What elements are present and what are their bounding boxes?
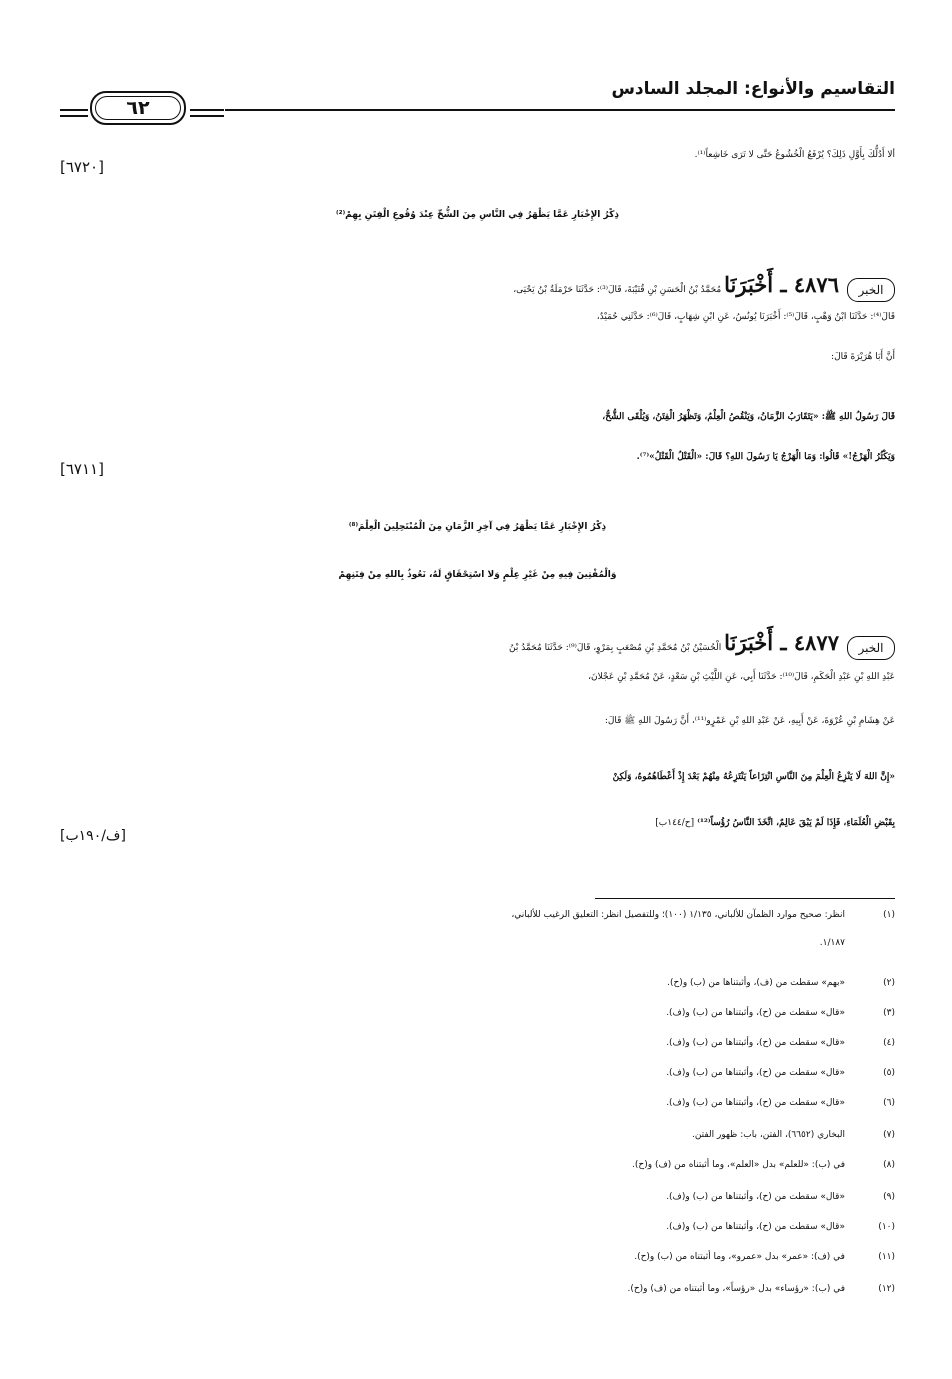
running-title: التقاسيم والأنواع: المجلد السادس	[611, 79, 895, 99]
footnote-separator	[595, 898, 895, 899]
footnote-text: «بهم» سقطت من (ف)، وأثبتناها من (ب) و(ح).	[667, 978, 845, 988]
matn-line: قَالَ رَسُولُ اللهِ ﷺ: «يَتَقَارَبُ الزَّمَانُ، وَيَنْقُصُ الْعِلْمُ، وَتَظْهَرُ الْفِتَنُ، وَيُلْقَى الشُّحُّ،	[602, 412, 895, 422]
footnote-text: في (ب): «رؤساء» بدل «رؤساً»، وما أثبتناه من (ف) و(ح).	[627, 1284, 845, 1294]
hadith-number: ٤٨٧٦ ـ أَخْبَرَنَا	[724, 272, 839, 297]
footnote	[60, 1038, 895, 1048]
footnote	[60, 1192, 895, 1202]
page-number: ٦٢	[90, 91, 186, 125]
matn-text: بِقَبْضِ الْعُلَمَاءِ، فَإِذَا لَمْ يَبْقَ عَالِمٌ، اتَّخَذَ النَّاسُ رُؤُساً⁽¹²⁾	[697, 818, 895, 828]
isnad-line: عَبْدِ اللهِ بْنِ عَبْدِ الْحَكَمِ، قَالَ⁽¹⁰⁾: حَدَّثَنَا أَبِي، عَنِ اللَّيْثِ بْنِ سَعْدٍ، عَنْ مُحَمَّدِ بْنِ عَجْلانَ،	[588, 672, 895, 682]
hadith-number: ٤٨٧٧ ـ أَخْبَرَنَا	[724, 630, 839, 655]
page-number-frame	[60, 91, 225, 127]
header-double-rule	[60, 115, 88, 117]
isnad-line: قَالَ⁽⁴⁾: حَدَّثَنَا ابْنُ وَهْبٍ، قَالَ⁽⁵⁾: أَخْبَرَنَا يُونُسُ، عَنِ ابْنِ شِهَابٍ، قَالَ⁽⁶⁾: حَدَّثَنِي حُمَيْدٌ،	[596, 312, 895, 322]
header-double-rule	[190, 109, 224, 111]
footnote-text: ١/١٨٧.	[819, 938, 845, 948]
hadith-badge: الخبر	[847, 278, 895, 302]
footnote-text: «قال» سقطت من (ح)، وأثبتناها من (ب) و(ف).	[666, 1098, 845, 1108]
footnote-text: «قال» سقطت من (ح)، وأثبتناها من (ب) و(ف).	[666, 1192, 845, 1202]
footnote-number: (١٢)	[878, 1284, 895, 1294]
footnote-text: «قال» سقطت من (ح)، وأثبتناها من (ب) و(ف).	[666, 1008, 845, 1018]
manuscript-reference: [ح/١٤٤ب]	[655, 818, 695, 828]
isnad-line: عَنْ هِشَامِ بْنِ عُرْوَةَ، عَنْ أَبِيهِ، عَنْ عَبْدِ اللهِ بْنِ عَمْرٍو⁽¹¹⁾، أَنَّ رَسُولَ اللهِ ﷺ قَالَ:	[604, 716, 895, 726]
manuscript-reference: [٦٧١١]	[60, 460, 104, 478]
footnote-text: «قال» سقطت من (ح)، وأثبتناها من (ب) و(ف).	[666, 1222, 845, 1232]
footnote	[60, 978, 895, 988]
footnote-number: (٥)	[883, 1068, 895, 1078]
footnote-text: انظر: صحيح موارد الظمآن للألباني، ١/١٣٥ (١٠٠)؛ وللتفصيل انظر: التعليق الرغيب للألباني،	[511, 910, 845, 920]
matn-line	[60, 818, 895, 828]
text-line	[60, 150, 895, 160]
section-heading: ذِكْرُ الإِخْبَارِ عَمَّا يَظْهَرُ فِي آخِرِ الزَّمَانِ مِنَ الْمُنْتَحِلِينَ الْعِلْمَ⁽⁸⁾	[348, 522, 607, 532]
hadith-line	[60, 272, 895, 302]
footnote	[60, 1222, 895, 1232]
footnote-text: في (ب): «للعلم» بدل «العلم»، وما أثبتناه من (ف) و(ح).	[632, 1160, 845, 1170]
section-heading: وَالْمُفْتِينَ فِيهِ مِنْ غَيْرِ عِلْمٍ وَلا اسْتِحْقَاقٍ لَهُ، نَعُوذُ بِاللهِ مِنْ فِتَنِهِمْ	[338, 570, 617, 580]
isnad-text: مُحَمَّدُ بْنُ الْحَسَنِ بْنِ قُتَيْبَةَ، قَالَ⁽³⁾: حَدَّثَنَا حَرْمَلَةُ بْنُ يَحْيَى،	[513, 285, 722, 295]
footnote-number: (١)	[883, 910, 895, 920]
footnote-text: «قال» سقطت من (ح)، وأثبتناها من (ب) و(ف).	[666, 1068, 845, 1078]
footnote-text: في (ف): «عمر» بدل «عمرو»، وما أثبتناه من (ب) و(ح).	[634, 1252, 845, 1262]
footnote-number: (٩)	[883, 1192, 895, 1202]
footnote	[60, 1098, 895, 1108]
footnote-text: البخاري (٦٦٥٢)، الفتن، باب: ظهور الفتن.	[691, 1130, 845, 1140]
footnote-number: (٨)	[883, 1160, 895, 1170]
book-page	[60, 60, 895, 1360]
footnote-number: (٢)	[883, 978, 895, 988]
footnote	[60, 1160, 895, 1170]
footnote	[60, 1008, 895, 1018]
footnote	[60, 1068, 895, 1078]
footnote-text: «قال» سقطت من (ح)، وأثبتناها من (ب) و(ف).	[666, 1038, 845, 1048]
footnote-number: (١١)	[878, 1252, 895, 1262]
hadith-badge: الخبر	[847, 636, 895, 660]
footnote-number: (٤)	[883, 1038, 895, 1048]
isnad-line: أَنَّ أَبَا هُرَيْرَةَ قَالَ:	[831, 352, 895, 362]
text-line-content: ألا أَدُلُّكَ بِأَوَّلِ ذَلِكَ؟ يُرْفَعُ الْخُشُوعُ حَتَّى لا تَرَى خَاشِعاً⁽¹⁾.	[694, 150, 895, 160]
matn-line: «إِنَّ اللهَ لَا يَنْزِعُ الْعِلْمَ مِنَ النَّاسِ انْتِزَاعاً يَنْتَزِعُهُ مِنْهُمْ بَعْدَ إِذْ أَعْطَاهُمُوهُ، وَلَكِنْ	[612, 772, 895, 782]
footnote	[60, 1252, 895, 1262]
footnote	[60, 1284, 895, 1294]
manuscript-reference: [٦٧٢٠]	[60, 158, 104, 176]
footnote	[60, 938, 895, 948]
footnote	[60, 1130, 895, 1140]
manuscript-reference: [ف/١٩٠ب]	[60, 828, 126, 844]
section-heading: ذِكْرُ الإِخْبَارِ عَمَّا يَظْهَرُ فِي النَّاسِ مِنَ الشُّحِّ عِنْدَ وُقُوعِ الْفِتَنِ بِهِمْ⁽²⁾	[336, 210, 619, 220]
header-double-rule	[60, 109, 88, 111]
isnad-text: الْحُسَيْنُ بْنُ مُحَمَّدِ بْنِ مُصْعَبٍ بِمَرْوٍ، قَالَ⁽⁹⁾: حَدَّثَنَا مُحَمَّدُ بْنُ	[509, 643, 722, 653]
header-double-rule	[190, 115, 224, 117]
footnote-number: (٦)	[883, 1098, 895, 1108]
hadith-line	[60, 630, 895, 660]
footnote-number: (٧)	[883, 1130, 895, 1140]
footnote-number: (٣)	[883, 1008, 895, 1018]
page-header	[60, 75, 895, 119]
footnote-number: (١٠)	[878, 1222, 895, 1232]
matn-line: وَيَكْثُرُ الْهَرْجُ!» قَالُوا: وَمَا الْهَرْجُ يَا رَسُولَ اللهِ؟ قَالَ: «الْقَتْلُ الْقَتْلُ»⁽⁷⁾.	[636, 452, 895, 462]
footnote	[60, 910, 895, 920]
